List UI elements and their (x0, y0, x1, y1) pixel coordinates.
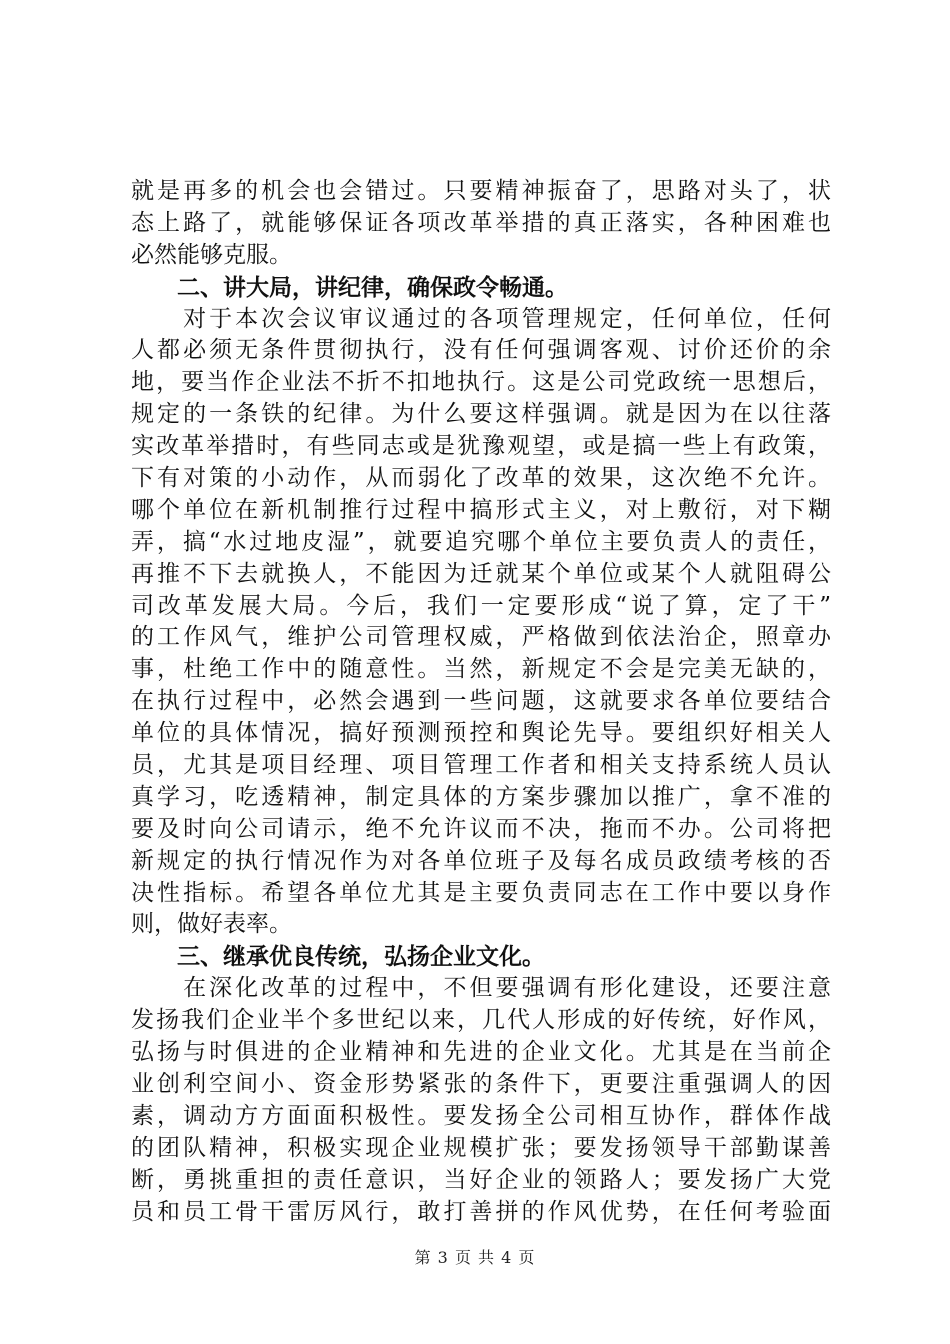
paragraph-line: 对于本次会议审议通过的各项管理规定，任何单位，任何 (131, 305, 831, 332)
paragraph-line: 在执行过程中，必然会遇到一些问题，这就要求各单位要结合 (131, 688, 831, 715)
paragraph-line: 新规定的执行情况作为对各单位班子及每名成员政绩考核的否 (131, 847, 831, 874)
paragraph-line: 弘扬与时俱进的企业精神和先进的企业文化。尤其是在当前企 (131, 1039, 831, 1066)
paragraph-line: 人都必须无条件贯彻执行，没有任何强调客观、讨价还价的余 (131, 337, 831, 364)
page-footer (0, 1245, 950, 1268)
page-number-label: 第 3 页 共 4 页 (414, 1248, 536, 1267)
paragraph-line: 哪个单位在新机制推行过程中搞形式主义，对上敷衍，对下糊 (131, 496, 831, 523)
paragraph-line: 则，做好表率。 (131, 911, 292, 938)
paragraph-line: 决性指标。希望各单位尤其是主要负责同志在工作中要以身作 (131, 879, 831, 906)
paragraph-line: 断，勇挑重担的责任意识，当好企业的领路人；要发扬广大党 (131, 1166, 831, 1193)
paragraph-line: 素，调动方方面面积极性。要发扬全公司相互协作，群体作战 (131, 1102, 831, 1129)
paragraph-line: 员，尤其是项目经理、项目管理工作者和相关支持系统人员认 (131, 752, 831, 779)
document-body (131, 176, 831, 1228)
paragraph-line: 就是再多的机会也会错过。只要精神振奋了，思路对头了，状 (131, 178, 831, 204)
paragraph-line: 业创利空间小、资金形势紧张的条件下，更要注重强调人的因 (131, 1070, 831, 1097)
paragraph-line: 必然能够克服。 (131, 241, 292, 268)
paragraph-line: 事，杜绝工作中的随意性。当然，新规定不会是完美无缺的， (131, 656, 831, 683)
section-heading: 三、继承优良传统，弘扬企业文化。 (177, 943, 545, 971)
paragraph-line: 下有对策的小动作，从而弱化了改革的效果，这次绝不允许。 (131, 465, 831, 492)
paragraph-line: 的工作风气，维护公司管理权威，严格做到依法治企，照章办 (131, 624, 831, 651)
paragraph-line: 司改革发展大局。今后，我们一定要形成“说了算，定了干” (131, 592, 831, 619)
paragraph-line: 规定的一条铁的纪律。为什么要这样强调。就是因为在以往落 (131, 401, 831, 428)
paragraph-line: 的团队精神，积极实现企业规模扩张；要发扬领导干部勤谋善 (131, 1134, 831, 1161)
paragraph-line: 真学习，吃透精神，制定具体的方案步骤加以推广，拿不准的 (131, 783, 831, 810)
section-heading: 二、讲大局，讲纪律，确保政令畅通。 (177, 273, 568, 301)
paragraph-line: 要及时向公司请示，绝不允许议而不决，拖而不办。公司将把 (131, 815, 831, 842)
paragraph-line: 再推不下去就换人，不能因为迁就某个单位或某个人就阻碍公 (131, 560, 831, 587)
paragraph-line: 弄，搞“水过地皮湿”，就要追究哪个单位主要负责人的责任， (131, 528, 831, 555)
paragraph-line: 在深化改革的过程中，不但要强调有形化建设，还要注意 (131, 975, 831, 1002)
paragraph-line: 地，要当作企业法不折不扣地执行。这是公司党政统一思想后， (131, 369, 831, 396)
paragraph-line: 单位的具体情况，搞好预测预控和舆论先导。要组织好相关人 (131, 720, 831, 747)
paragraph-line: 态上路了，就能够保证各项改革举措的真正落实，各种困难也 (131, 209, 831, 236)
paragraph-line: 发扬我们企业半个多世纪以来，几代人形成的好传统，好作风， (131, 1007, 831, 1034)
paragraph-line: 实改革举措时，有些同志或是犹豫观望，或是搞一些上有政策， (131, 433, 831, 460)
paragraph-line: 员和员工骨干雷厉风行，敢打善拼的作风优势，在任何考验面 (131, 1198, 831, 1225)
